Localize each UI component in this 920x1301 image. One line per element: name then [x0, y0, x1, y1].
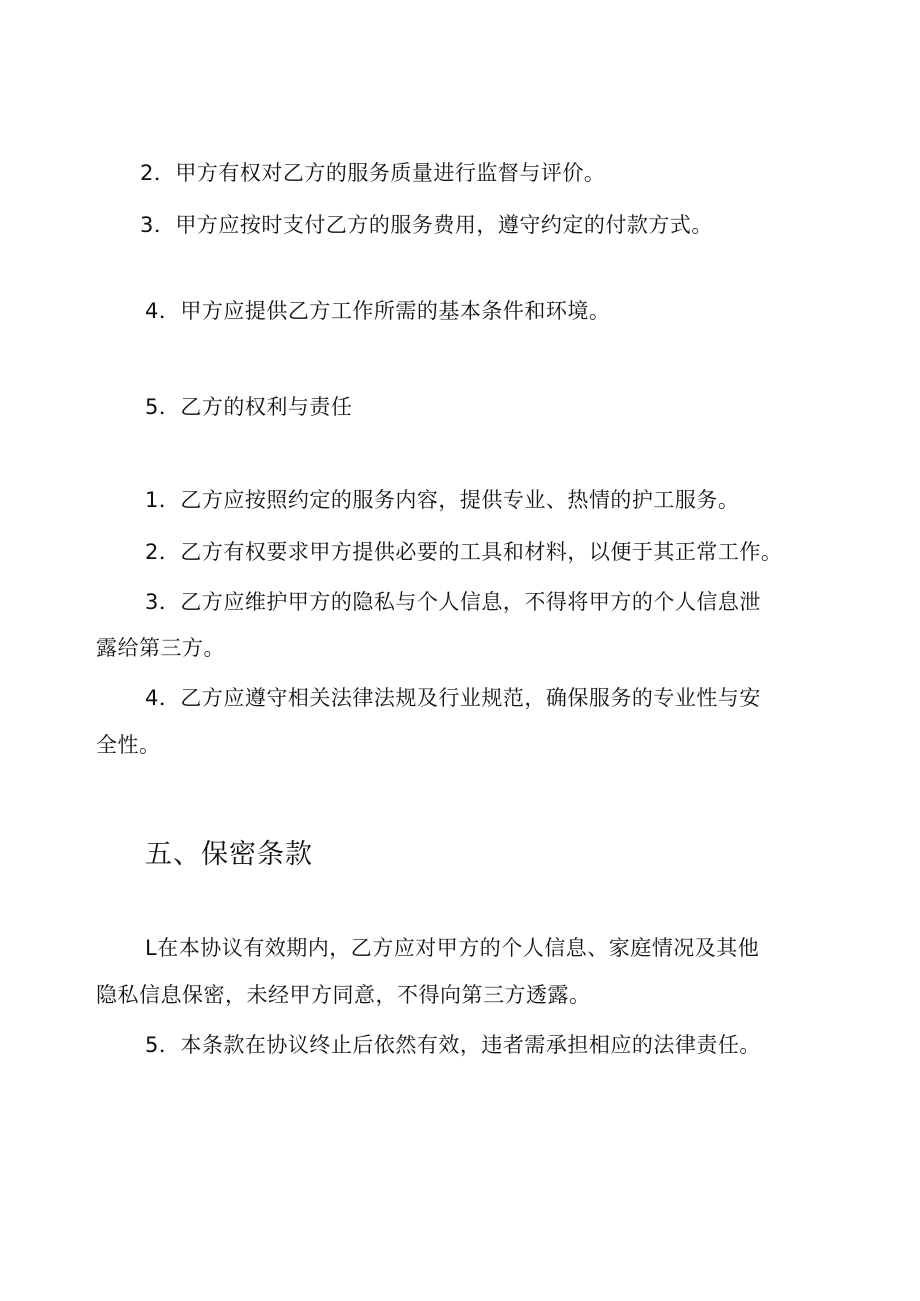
confidentiality-line: L在本协议有效期内，乙方应对甲方的个人信息、家庭情况及其他 [145, 936, 760, 960]
clause-line: 2．甲方有权对乙方的服务质量进行监督与评价。 [140, 161, 606, 185]
section-heading: 五、保密条款 [145, 839, 313, 870]
subsection-title: 5．乙方的权利与责任 [145, 395, 353, 419]
clause-line: 3．乙方应维护甲方的隐私与个人信息，不得将甲方的个人信息泄 [145, 590, 761, 614]
clause-line: 4．乙方应遵守相关法律法规及行业规范，确保服务的专业性与安 [145, 686, 761, 710]
clause-line: 3．甲方应按时支付乙方的服务费用，遵守约定的付款方式。 [140, 213, 713, 237]
clause-line-continuation: 全性。 [96, 733, 161, 757]
confidentiality-line-continuation: 隐私信息保密，未经甲方同意，不得向第三方透露。 [96, 983, 591, 1007]
clause-line-continuation: 露给第三方。 [96, 636, 225, 660]
clause-line: 4．甲方应提供乙方工作所需的基本条件和环境。 [145, 299, 611, 323]
clause-line: 1．乙方应按照约定的服务内容，提供专业、热情的护工服务。 [145, 488, 740, 512]
confidentiality-line: 5．本条款在协议终止后依然有效，违者需承担相应的法律责任。 [145, 1033, 761, 1057]
clause-line: 2．乙方有权要求甲方提供必要的工具和材料，以便于其正常工作。 [145, 540, 783, 564]
